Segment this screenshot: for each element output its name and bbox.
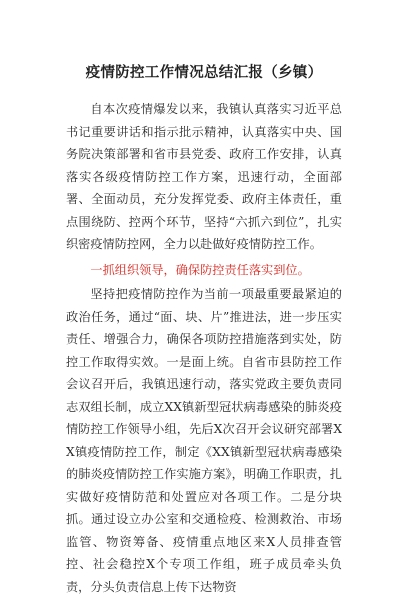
- intro-paragraph: 自本次疫情爆发以来，我镇认真落实习近平总书记重要讲话和指示批示精神，认真落实中央、国务院决策部署和省市县党委、政府工作安排，认真落实各级疫情防控工作方案，迅速行动，全面部署、全面动员，充分发挥党委、政府主体责任，重点围绕防、控两个环节，坚持“六抓六到位”，扎实织密疫情防控网，全力以赴做好疫情防控工作。: [66, 102, 342, 251]
- section-heading: 一抓组织领导，确保防控责任落实到位。: [90, 262, 310, 277]
- section-body-paragraph: 坚持把疫情防控作为当前一项最重要最紧迫的政治任务，通过“面、块、片”推进法，进一步压实责任、增强合力，确保各项防控措施落到实处，防控工作取得实效。一是面上统。自省市县防控工作会议召开后，我镇迅速行动，落实党政主要负责同志双组长制，成立XX镇新型冠状病毒感染的肺炎疫情防控工作领导小组，先后X次召开会议研究部署XX镇疫情防控工作，制定《XX镇新型冠状病毒感染的肺炎疫情防控工作实施方案》，明确工作职责，扎实做好疫情防范和处置应对各项工作。二是分块抓。通过设立办公室和交通检疫、检测救治、市场监管、物资筹备、疫情重点地区来X人员排查管控、社会稳控X个专项工作组，班子成员牵头负责，分头负责信息上传下达物资: [66, 287, 342, 594]
- document-title: 疫情防控工作情况总结汇报（乡镇）: [85, 64, 323, 81]
